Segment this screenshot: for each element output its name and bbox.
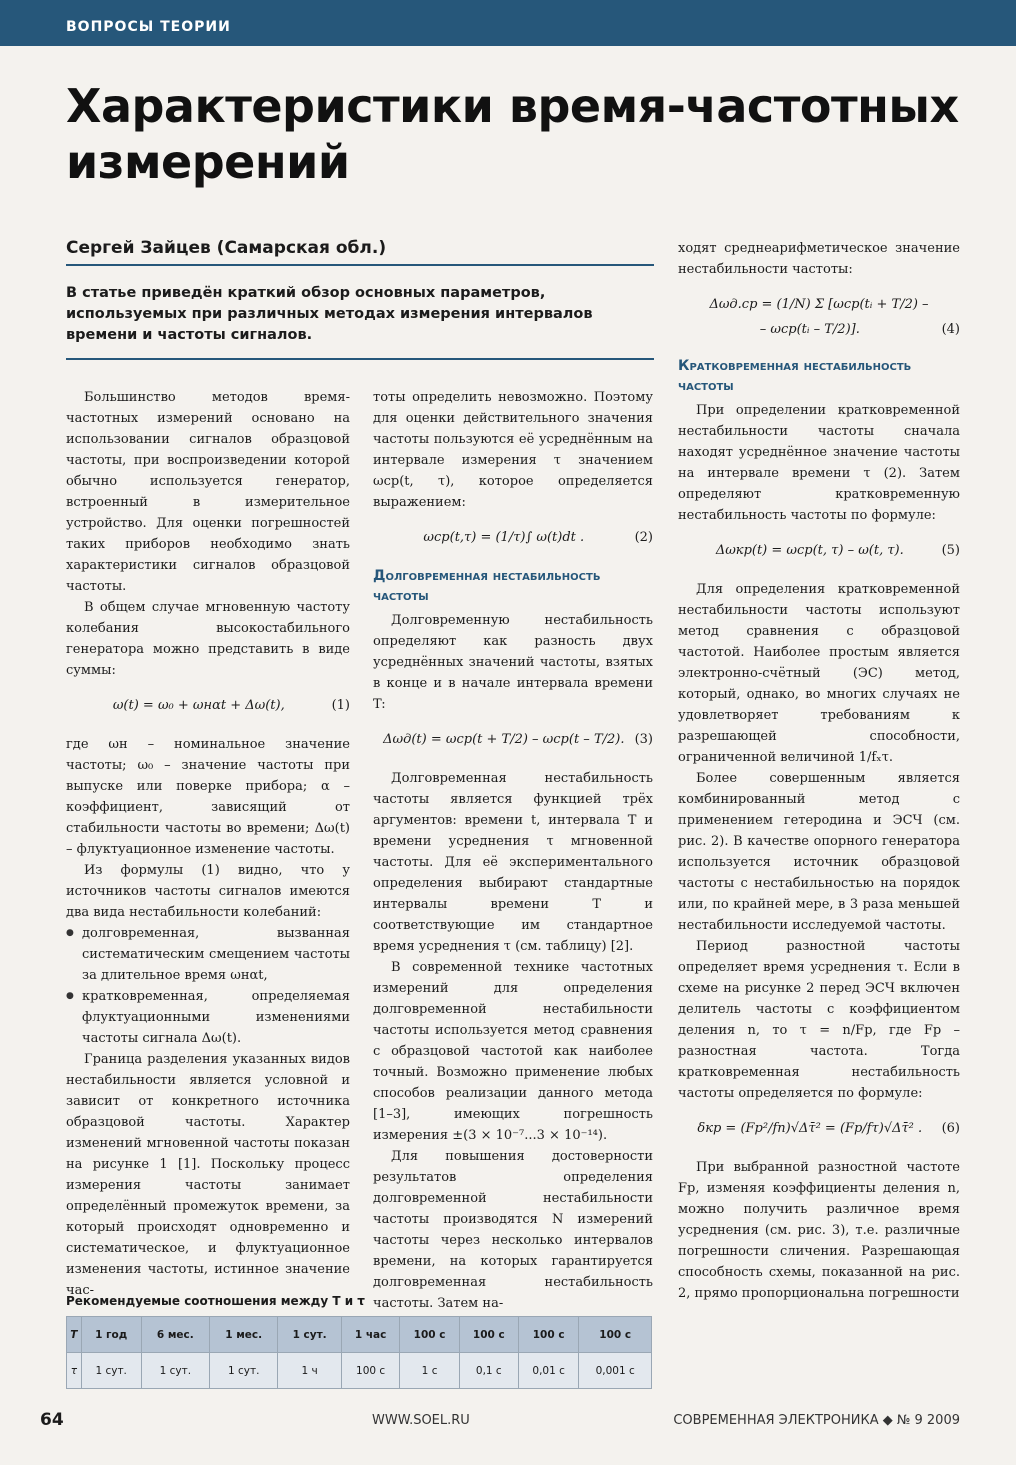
divider-bottom (66, 358, 654, 360)
paragraph: Для определения кратковременной нестабильности частоты используют метод сравнения с образцовой частотой. Наиболее простым является электронно-счётный (ЭС) метод, который, однако, во многих случаях не удовлетворяет требованиям к разрешающей способности, ограниченной величиной 1/fₓτ. (678, 582, 960, 765)
table-cell: 1 ч (278, 1353, 341, 1389)
paragraph: Из формулы (1) видно, что у источников частоты сигналов имеются два вида нестабильности колебаний: (66, 863, 350, 920)
article-title-line1: Характеристики время-частотных (66, 79, 959, 133)
paragraph: В современной технике частотных измерений для определения долговременной нестабильности частоты используется метод сравнения с образцовой частотой как наиболее точный. Возможно применение любых способов реализации данного метода [1–3], имеющих погрешность измерения ±(3 × 10⁻⁷...3 × 10⁻¹⁴). (373, 960, 653, 1143)
equation-body: ωср(t,τ) = (1/τ)∫ ω(t)dt . (423, 530, 585, 545)
paragraph: Долговременная нестабильность частоты является функцией трёх аргументов: времени t, интервала T и времени усреднения τ мгновенной частоты. Для её экспериментального определения выбирают стандартные интервалы времени T и соответствующие им стандартное время усреднения τ (см. таблицу) [2]. (373, 771, 653, 954)
paragraph: При выбранной разностной частоте Fр, изменяя коэффициенты деления n, можно получить различное время усреднения (см. рис. 3), т.е. различные погрешности сличения. Разрешающая способность схемы, показанной на рис. 2, прямо пропорциональна погрешности (678, 1160, 960, 1301)
equation-body: ω(t) = ω₀ + ωнαt + Δω(t), (112, 698, 285, 713)
section-header-bar (0, 0, 1016, 46)
table-cell: 1 сут. (278, 1317, 341, 1353)
paragraph: тоты определить невозможно. Поэтому для оценки действительного значения частоты пользуются её усреднённым на интервале измерения τ значением ωср(t, τ), которое определяется выражением: (373, 390, 653, 510)
table-cell: 1 год (81, 1317, 141, 1353)
table-cell: 0,01 с (518, 1353, 578, 1389)
section-label: ВОПРОСЫ ТЕОРИИ (66, 19, 231, 35)
table-cell: 0,001 с (579, 1353, 652, 1389)
equation-body: – ωср(tᵢ – T/2)]. (759, 322, 860, 337)
equation-body: Δωкр(t) = ωср(t, τ) – ω(t, τ). (715, 543, 904, 558)
table-cell: 100 с (459, 1317, 518, 1353)
divider-top (66, 264, 654, 266)
table-cell: 1 сут. (141, 1353, 209, 1389)
table-cell: 100 с (341, 1353, 400, 1389)
equation-number: (6) (941, 1121, 960, 1136)
equation-body: Δωд(t) = ωср(t + T/2) – ωср(t – T/2). (383, 732, 625, 747)
table-cell: 6 мес. (141, 1317, 209, 1353)
text-column-1 (66, 387, 350, 1301)
list-item: ● кратковременная, определяемая флуктуационными изменениями частоты сигнала Δω(t). (66, 986, 350, 1049)
text-column-2 (373, 387, 653, 1314)
equation-5 (678, 540, 960, 561)
table-cell: 100 с (518, 1317, 578, 1353)
equation-number: (3) (634, 732, 653, 747)
table-cell: 100 с (400, 1317, 459, 1353)
paragraph: Более совершенным является комбинированный метод с применением гетеродина и ЭСЧ (см. рис. 2). В качестве опорного генератора используется источник образцовой частоты с нестабильностью на порядок или, по крайней мере, в 3 раза меньшей нестабильности исследуемой частоты. (678, 771, 960, 933)
list-item: ● долговременная, вызванная систематическим смещением частоты за длительное время ωнαt, (66, 923, 350, 986)
table-cell: 100 с (579, 1317, 652, 1353)
recommendations-table (66, 1316, 652, 1389)
table-row (67, 1353, 652, 1389)
table-caption: Рекомендуемые соотношения между T и τ (66, 1294, 365, 1308)
equation-number: (5) (941, 543, 960, 558)
table-cell: T (67, 1317, 82, 1353)
table-cell: 1 с (400, 1353, 459, 1389)
article-title-line2: измерений (66, 135, 350, 189)
table-cell: 1 сут. (81, 1353, 141, 1389)
paragraph: Период разностной частоты определяет время усреднения τ. Если в схеме на рисунке 2 перед ЭСЧ включен делитель частоты с коэффициентом деления n, то τ = n/Fр, где Fр – разностная частота. Тогда кратковременная нестабильность частоты определяется по формуле: (678, 939, 960, 1101)
table-cell: 1 сут. (210, 1353, 278, 1389)
equation-number: (4) (941, 322, 960, 337)
equation-1 (66, 695, 350, 716)
equation-3 (373, 729, 653, 750)
page-number: 64 (40, 1410, 64, 1430)
paragraph: Для повышения достоверности результатов определения долговременной нестабильности частоты производятся N измерений частоты через несколько интервалов времени, на которых гарантируется долговременная нестабильность частоты. Затем на- (373, 1149, 653, 1311)
article-author: Сергей Зайцев (Самарская обл.) (66, 238, 387, 258)
table-cell: τ (67, 1353, 82, 1389)
paragraph: В общем случае мгновенную частоту колебания высокостабильного генератора можно представить в виде суммы: (66, 600, 350, 678)
table-cell: 0,1 с (459, 1353, 518, 1389)
table-cell: 1 час (341, 1317, 400, 1353)
equation-number: (1) (331, 698, 350, 713)
table-cell: 1 мес. (210, 1317, 278, 1353)
footer-url: WWW.SOEL.RU (372, 1413, 470, 1428)
paragraph: где ωн – номинальное значение частоты; ω₀ – значение частоты при выпуске или поверке прибора; α – коэффициент, зависящий от стабильности частоты во времени; Δω(t) – флуктуационное изменение частоты. (66, 737, 350, 857)
paragraph: При определении кратковременной нестабильности частоты сначала находят усреднённое значение частоты на интервале времени τ (2). Затем определяют кратковременную нестабильность частоты по формуле: (678, 403, 960, 523)
equation-number: (2) (634, 530, 653, 545)
paragraph: Большинство методов время-частотных измерений основано на использовании сигналов образцовой частоты, при воспроизведении которой обычно используется генератор, встроенный в измерительное устройство. Для оценки погрешностей таких приборов необходимо знать характеристики сигналов образцовой частоты. (66, 390, 350, 594)
article-lead: В статье приведён краткий обзор основных параметров, используемых при различных методах измерения интервалов времени и частоты сигналов. (66, 285, 593, 343)
equation-6 (678, 1118, 960, 1139)
text-column-3 (678, 238, 960, 1304)
article-title (66, 78, 966, 190)
footer-magazine: СОВРЕМЕННАЯ ЭЛЕКТРОНИКА ◆ № 9 2009 (673, 1413, 960, 1428)
equation-body: Δωд.ср = (1/N) Σ [ωср(tᵢ + T/2) – (709, 297, 929, 312)
section-heading: Кратковременная нестабильность частоты (678, 358, 912, 394)
paragraph: Граница разделения указанных видов нестабильности является условной и зависит от конкретного источника образцовой частоты. Характер изменений мгновенной частоты показан на рисунке 1 [1]. Поскольку процесс измерения частоты занимает определённый промежуток времени, за который происходят одновременно и систематическое, и флуктуационное изменения частоты, истинное значение час- (66, 1052, 350, 1298)
equation-4 (678, 294, 960, 340)
paragraph: Долговременную нестабильность определяют как разность двух усреднённых значений частоты, взятых в конце и в начале интервала времени T: (373, 613, 653, 712)
section-heading: Долговременная нестабильность частоты (373, 568, 601, 604)
bullet-list (66, 923, 350, 1049)
equation-body: δкр = (Fр²/fn)√Δτ̄² = (Fр/fτ)√Δτ̄² . (697, 1121, 923, 1136)
table-row (67, 1317, 652, 1353)
equation-2 (373, 527, 653, 548)
paragraph: ходят среднеарифметическое значение нестабильности частоты: (678, 241, 960, 277)
